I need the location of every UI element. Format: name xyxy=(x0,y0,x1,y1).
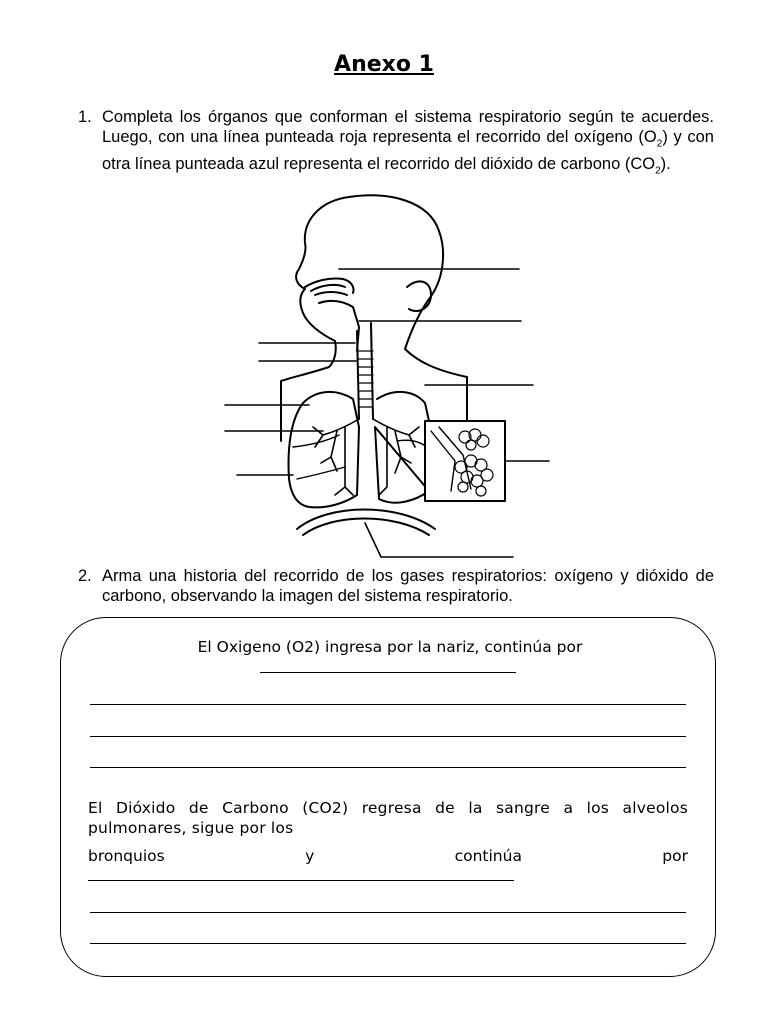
bronchi xyxy=(313,419,419,495)
trachea xyxy=(357,323,373,419)
respiratory-system-diagram xyxy=(219,191,553,561)
answer-line[interactable] xyxy=(90,767,686,768)
story-box xyxy=(60,617,716,977)
co2-word: por xyxy=(662,847,688,865)
co2-word: continúa xyxy=(454,847,522,865)
co2-word: bronquios xyxy=(88,847,165,865)
co2-story-continuation xyxy=(88,846,688,866)
answer-line[interactable] xyxy=(260,672,516,673)
answer-line[interactable] xyxy=(88,880,514,881)
co2-word: y xyxy=(305,847,315,865)
ear-outline xyxy=(407,281,431,311)
page-title: Anexo 1 xyxy=(334,52,434,77)
answer-line[interactable] xyxy=(90,736,686,737)
lung-lobe-lines xyxy=(293,435,427,479)
question-2-text: Arma una historia del recorrido de los gases respiratorios: oxígeno y dióxido de carbono, observando la imagen del sistema respiratorio. xyxy=(102,567,714,605)
answer-line[interactable] xyxy=(90,704,686,705)
right-lung xyxy=(375,392,429,503)
label-lines xyxy=(225,269,549,557)
co2-story-intro: El Dióxido de Carbono (CO2) regresa de la sangre a los alveolos pulmonares, sigue por los xyxy=(88,799,688,837)
nasal-cavity-inner xyxy=(311,285,345,291)
answer-line[interactable] xyxy=(90,912,686,913)
oxygen-story-intro: El Oxigeno (O2) ingresa por la nariz, continúa por xyxy=(197,638,583,656)
question-2-number: 2. xyxy=(78,567,92,585)
trachea-rings xyxy=(359,351,373,407)
diaphragm xyxy=(297,510,435,536)
question-1-number: 1. xyxy=(78,108,92,126)
answer-line[interactable] xyxy=(90,943,686,944)
question-1-text: Completa los órganos que conforman el sistema respiratorio según te acuerdes. Luego, con una línea punteada roja representa el recorrido del oxígeno $(O_2)$ y con otra línea punteada azul representa el recorrido del dióxido de carbono $(CO_2)$. xyxy=(102,108,714,177)
question-1 xyxy=(78,107,714,182)
question-2 xyxy=(78,566,714,606)
